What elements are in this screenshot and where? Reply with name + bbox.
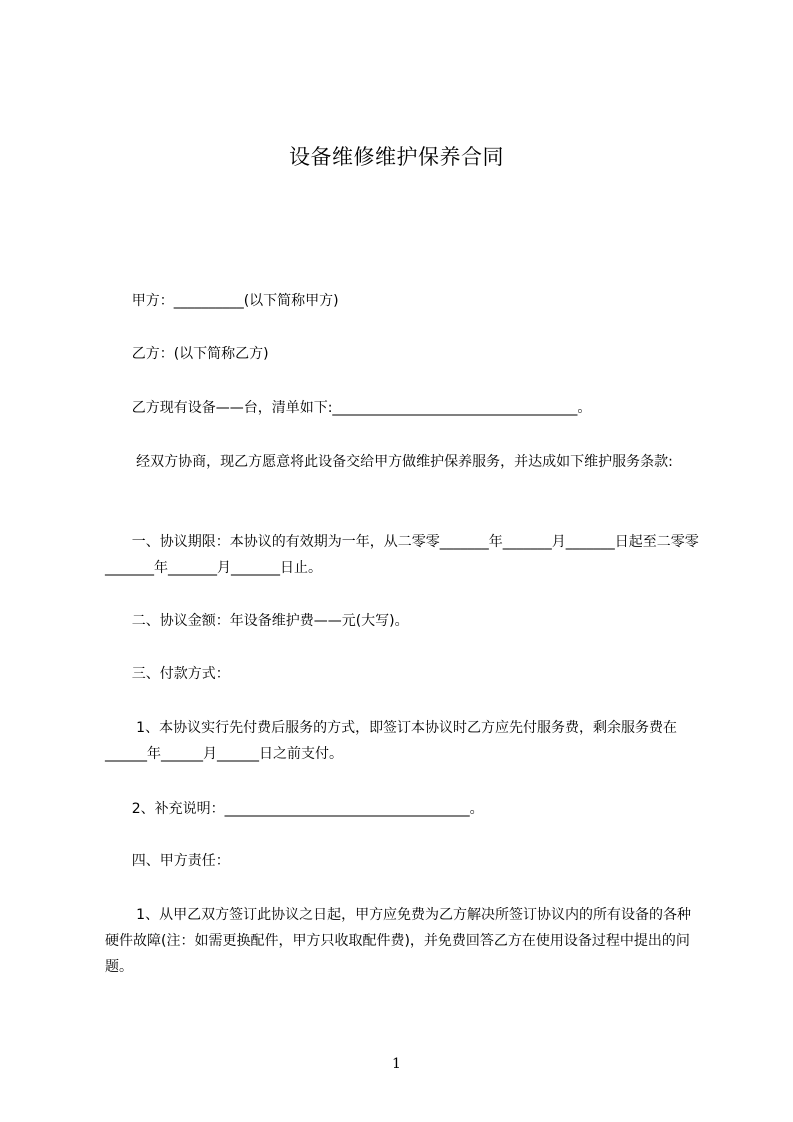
agreement-intro-paragraph: 经双方协商，现乙方愿意将此设备交给甲方做维护保养服务，并达成如下维护服务条款: bbox=[105, 454, 673, 470]
party-b-line: 乙方：(以下简称乙方) bbox=[105, 346, 269, 362]
equipment-list-line: 乙方现有设备——台，清单如下:___________________________________。 bbox=[105, 400, 592, 416]
document-title: 设备维修维护保养合同 bbox=[289, 145, 504, 169]
clause-party-a-duty-heading: 四、甲方责任： bbox=[105, 853, 230, 869]
payment-item-1-paragraph: 1、本协议实行先付费后服务的方式，即签订本协议时乙方应先付服务费，剩余服务费在______年______月______日之前支付。 bbox=[105, 720, 678, 762]
party-a-line: 甲方：__________(以下简称甲方) bbox=[105, 293, 339, 309]
clause-amount-line: 二、协议金额：年设备维护费——元(大写)。 bbox=[105, 613, 409, 629]
clause-payment-heading: 三、付款方式： bbox=[105, 666, 230, 682]
party-a-duty-item-1-paragraph: 1、从甲乙双方签订此协议之日起，甲方应免费为乙方解决所签订协议内的所有设备的各种硬件故障(注：如需更换配件，甲方只收取配件费)，并免费回答乙方在使用设备过程中提出的问题。 bbox=[105, 907, 692, 975]
page-number: 1 bbox=[392, 1056, 401, 1072]
clause-term-paragraph: 一、协议期限：本协议的有效期为一年，从二零零_______年_______月_______日起至二零零_______年_______月_______日止。 bbox=[105, 534, 699, 576]
payment-item-2-line: 2、补充说明：___________________________________。 bbox=[105, 801, 484, 817]
